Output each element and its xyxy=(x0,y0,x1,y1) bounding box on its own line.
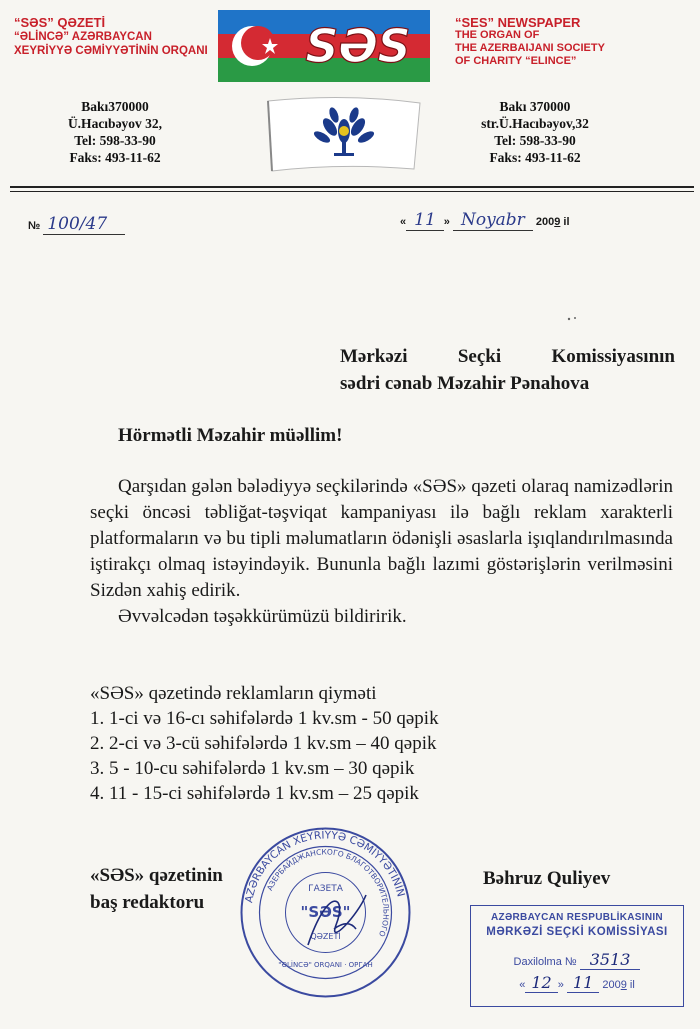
stamp-il-label: il xyxy=(629,979,635,991)
address-right xyxy=(440,98,630,166)
date-year-prefix: 200 xyxy=(535,216,555,228)
addressee-word-1: Mərkəzi xyxy=(340,346,408,367)
stamp-received-label: Daxilolma № xyxy=(513,956,577,968)
header-left-line2: “ƏLİNCƏ” AZƏRBAYCAN xyxy=(14,31,152,43)
stamp-received-row xyxy=(471,950,683,969)
date-month: Noyabr xyxy=(453,210,533,231)
registration-stamp xyxy=(470,905,684,1007)
signatory-title xyxy=(90,862,223,916)
price-item: 3. 5 - 10-cu səhifələrdə 1 kv.sm – 30 qəpik xyxy=(90,758,415,779)
header-left-title: “SƏS” QƏZETİ xyxy=(14,15,106,30)
addressee-block xyxy=(340,343,675,397)
seal-bottom-text: "ƏLİNCƏ" ORQANI · ОРГАН xyxy=(278,961,373,969)
stamp-day: 12 xyxy=(525,973,557,993)
address-left xyxy=(40,98,190,166)
address-right-city: Bakı 370000 xyxy=(499,99,571,114)
tree-flag-icon xyxy=(264,93,424,175)
header-right-line3: THE AZERBAIJANI SOCIETY xyxy=(455,42,605,54)
address-left-city: Bakı370000 xyxy=(81,99,149,114)
address-left-street: Ü.Hacıbəyov 32, xyxy=(67,116,163,131)
header-left-block xyxy=(14,16,214,58)
seal-outer-text: AZƏRBAYCAN XEYRİYYƏ CƏMİYYƏTİNİN xyxy=(243,829,407,904)
stamp-year-prefix: 200 xyxy=(602,979,621,991)
body-paragraph-1: Qarşıdan gələn bələdiyyə seçkilərində «SƏS» qəzeti olaraq namizədlərin seçki öncəsi təbliğat-təşviqat kampaniyası ilə bağlı reklam xarakterli platformaların və bu tipli məlumatların ödənişli əsaslarla işıqlandırılmasında iştirakçı olmaq istəyindəyik. Bununla bağlı lazımi göstərişlərin verilməsini Sizdən xahiş edirik. xyxy=(90,476,673,601)
stamp-year-suffix: 9 xyxy=(620,979,627,991)
seal-icon xyxy=(238,825,413,1000)
seal-bottom-label: QƏZETİ xyxy=(310,932,341,941)
address-left-fax: Faks: 493-11-62 xyxy=(69,150,161,165)
price-item: 4. 11 - 15-ci səhifələrdə 1 kv.sm – 25 qəpik xyxy=(90,783,419,804)
stamp-received-number: 3513 xyxy=(580,950,641,970)
price-item: 2. 2-ci və 3-cü səhifələrdə 1 kv.sm – 40 qəpik xyxy=(90,733,437,754)
header-left-line3: XEYRİYYƏ CƏMİYYƏTİNİN ORQANI xyxy=(14,45,208,57)
date-year-suffix: 9 xyxy=(554,216,561,228)
address-right-fax: Faks: 493-11-62 xyxy=(489,150,581,165)
addressee-word-2: Seçki xyxy=(457,346,502,367)
stamp-month: 11 xyxy=(567,973,599,993)
stamp-date-row: « 12 » 11 2009 il xyxy=(519,973,635,992)
body-paragraph-2: Əvvəlcədən təşəkkürümüzü bildiririk. xyxy=(118,606,407,627)
header-right-block xyxy=(455,16,685,68)
price-item: 1. 1-ci və 16-cı səhifələrdə 1 kv.sm - 50 qəpik xyxy=(90,708,439,729)
signatory-title-line1: «SƏS» qəzetinin xyxy=(90,865,223,886)
price-list-title: «SƏS» qəzetində reklamların qiyməti xyxy=(90,683,377,704)
address-left-tel: Tel: 598-33-90 xyxy=(74,133,156,148)
header-right-title: “SES” NEWSPAPER xyxy=(455,15,581,30)
reference-no-label: № xyxy=(28,220,41,232)
stamp-line1: AZƏRBAYCAN RESPUBLİKASININ xyxy=(491,912,663,923)
address-right-street: str.Ü.Hacıbəyov,32 xyxy=(481,116,589,131)
ses-logo-text: SƏS xyxy=(305,19,411,73)
addressee-word-3: Komissiyasının xyxy=(551,346,675,367)
header-divider-thick xyxy=(10,186,694,188)
date-il-label: il xyxy=(563,216,570,228)
header-divider-thin xyxy=(10,191,694,192)
letter-body xyxy=(90,474,673,630)
addressee-line1 xyxy=(340,343,675,370)
stamp-line2: MƏRKƏZİ SEÇKİ KOMİSSİYASI xyxy=(486,926,668,938)
ses-logo xyxy=(218,10,430,82)
scan-speck xyxy=(566,316,578,322)
seal-center-text: "SƏS" xyxy=(300,903,351,921)
seal-ru-text: АЗЕРБАЙДЖАНСКОГО БЛАГОТВОРИТЕЛЬНОГО xyxy=(265,847,391,938)
addressee-line2: sədri cənab Məzahir Pənahova xyxy=(340,373,590,394)
header-right-line2: THE ORGAN OF xyxy=(455,29,540,41)
greeting: Hörmətli Məzahir müəllim! xyxy=(118,425,343,446)
charity-flag xyxy=(264,93,424,175)
document-date: « 11 » Noyabr 2009 il xyxy=(400,210,570,230)
header-right-line4: OF CHARITY “ELINCE” xyxy=(455,55,577,67)
round-seal xyxy=(238,825,413,1000)
reference-number-value: 100/47 xyxy=(43,214,125,235)
reference-number xyxy=(28,214,125,234)
signatory-name: Bəhruz Quliyev xyxy=(483,868,611,889)
date-day: 11 xyxy=(406,210,444,231)
price-list xyxy=(90,681,610,806)
signatory-title-line2: baş redaktoru xyxy=(90,892,205,913)
seal-top-label: ГАЗЕТА xyxy=(308,884,343,894)
ses-logo-icon xyxy=(218,10,430,82)
address-right-tel: Tel: 598-33-90 xyxy=(494,133,576,148)
